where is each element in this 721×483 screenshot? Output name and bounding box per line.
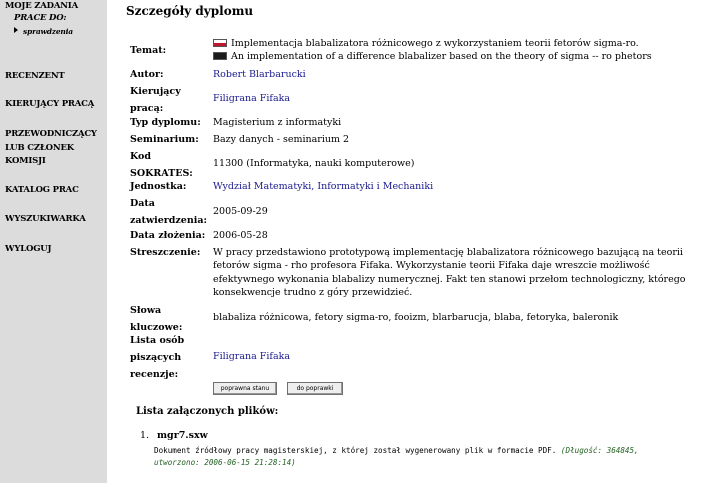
streszczenie-text: W pracy przedstawiono prototypową implementację blabalizatora różnicowego bazującą na teorii fetorów sigma - rho profesora Fifaka. Wykorzystanie teorii Fifaka daje wreszcie możliwość efektywnego wykonania blabalizy numerycznej. Fakt ten stanowi przełom technologiczny, którego konsekwencje trudno z góry przewidzieć. (213, 247, 686, 298)
temat-label: Temat: (130, 45, 167, 56)
nav-wyloguj[interactable]: WYLOGUJ (5, 244, 52, 254)
attachments-title: Lista załączonych plików: (136, 406, 279, 417)
attachment-length: (Długość: 364845, (560, 446, 639, 455)
triangle-right-icon (14, 27, 18, 33)
temat-en (213, 50, 652, 63)
nav-kierujacy-praca[interactable]: KIERUJĄCY PRACĄ (5, 99, 95, 109)
nav-katalog-prac[interactable]: KATALOG PRAC (5, 185, 79, 195)
nav-recenzent[interactable]: RECENZENT (5, 71, 65, 81)
attachment-desc-text: Dokument źródłowy pracy magisterskiej, z której został wygenerowany plik w formacie PDF. (154, 446, 557, 455)
attachment-created: utworzono: 2006-06-15 21:28:14) (154, 458, 296, 467)
attachment-description (154, 445, 704, 469)
page-title: Szczegóły dyplomu (126, 4, 254, 18)
typ-label: Typ dyplomu: (130, 117, 201, 128)
kierujacy-label: Kierujący pracą: (130, 86, 181, 114)
kod-value: 11300 (Informatyka, nauki komputerowe) (213, 158, 415, 169)
temat-pl-text: Implementacja blabalizatora różnicowego z wykorzystaniem teorii fetorów sigma-ro. (231, 38, 639, 49)
data-zloz-label: Data złożenia: (130, 230, 206, 241)
recenzenci-link[interactable]: Filigrana Fifaka (213, 351, 291, 362)
english-flag-icon (213, 52, 227, 60)
poprawna-button[interactable]: poprawna stanu (213, 382, 277, 395)
temat-pl (213, 37, 639, 50)
seminarium-label: Seminarium: (130, 134, 199, 145)
typ-value: Magisterium z informatyki (213, 117, 342, 128)
nav-przewodniczacy[interactable]: PRZEWODNICZĄCY LUB CZŁONEK KOMISJI (5, 129, 97, 166)
sidebar-nav (0, 0, 107, 483)
seminarium-value: Bazy danych - seminarium 2 (213, 134, 350, 145)
kierujacy-link[interactable]: Filigrana Fifaka (213, 93, 291, 104)
kod-label: Kod SOKRATES: (130, 151, 193, 179)
nav-wyszukiwarka[interactable]: WYSZUKIWARKA (5, 214, 86, 224)
jednostka-link[interactable]: Wydział Matematyki, Informatyki i Mechaniki (213, 181, 434, 192)
streszczenie-label: Streszczenie: (130, 247, 201, 258)
data-zatw-label: Data zatwierdzenia: (130, 198, 208, 226)
autor-link[interactable]: Robert Blarbarucki (213, 69, 306, 80)
attachment-file-link[interactable]: mgr7.sxw (157, 430, 208, 441)
autor-label: Autor: (130, 69, 164, 80)
data-zloz-value: 2006-05-28 (213, 230, 268, 241)
nav-prace-do[interactable]: PRACE DO: (14, 13, 67, 23)
jednostka-label: Jednostka: (130, 181, 187, 192)
slowa-value: blabaliza różnicowa, fetory sigma-ro, fooizm, blarbarucja, blaba, fetoryka, baleronik (213, 312, 619, 323)
data-zatw-value: 2005-09-29 (213, 206, 268, 217)
recenzenci-label: Lista osób piszących recenzje: (130, 335, 185, 380)
nav-moje-zadania[interactable]: MOJE ZADANIA (5, 1, 78, 11)
slowa-label: Słowa kluczowe: (130, 305, 183, 333)
nav-sprawdzenia-label: sprawdzenia (23, 27, 73, 36)
attachment-number: 1. (140, 430, 150, 441)
do-poprawki-button[interactable]: do poprawki (287, 382, 343, 395)
nav-sprawdzenia[interactable] (14, 25, 73, 38)
polish-flag-icon (213, 39, 227, 47)
temat-en-text: An implementation of a difference blabalizer based on the theory of sigma -- ro phetors (231, 51, 652, 62)
